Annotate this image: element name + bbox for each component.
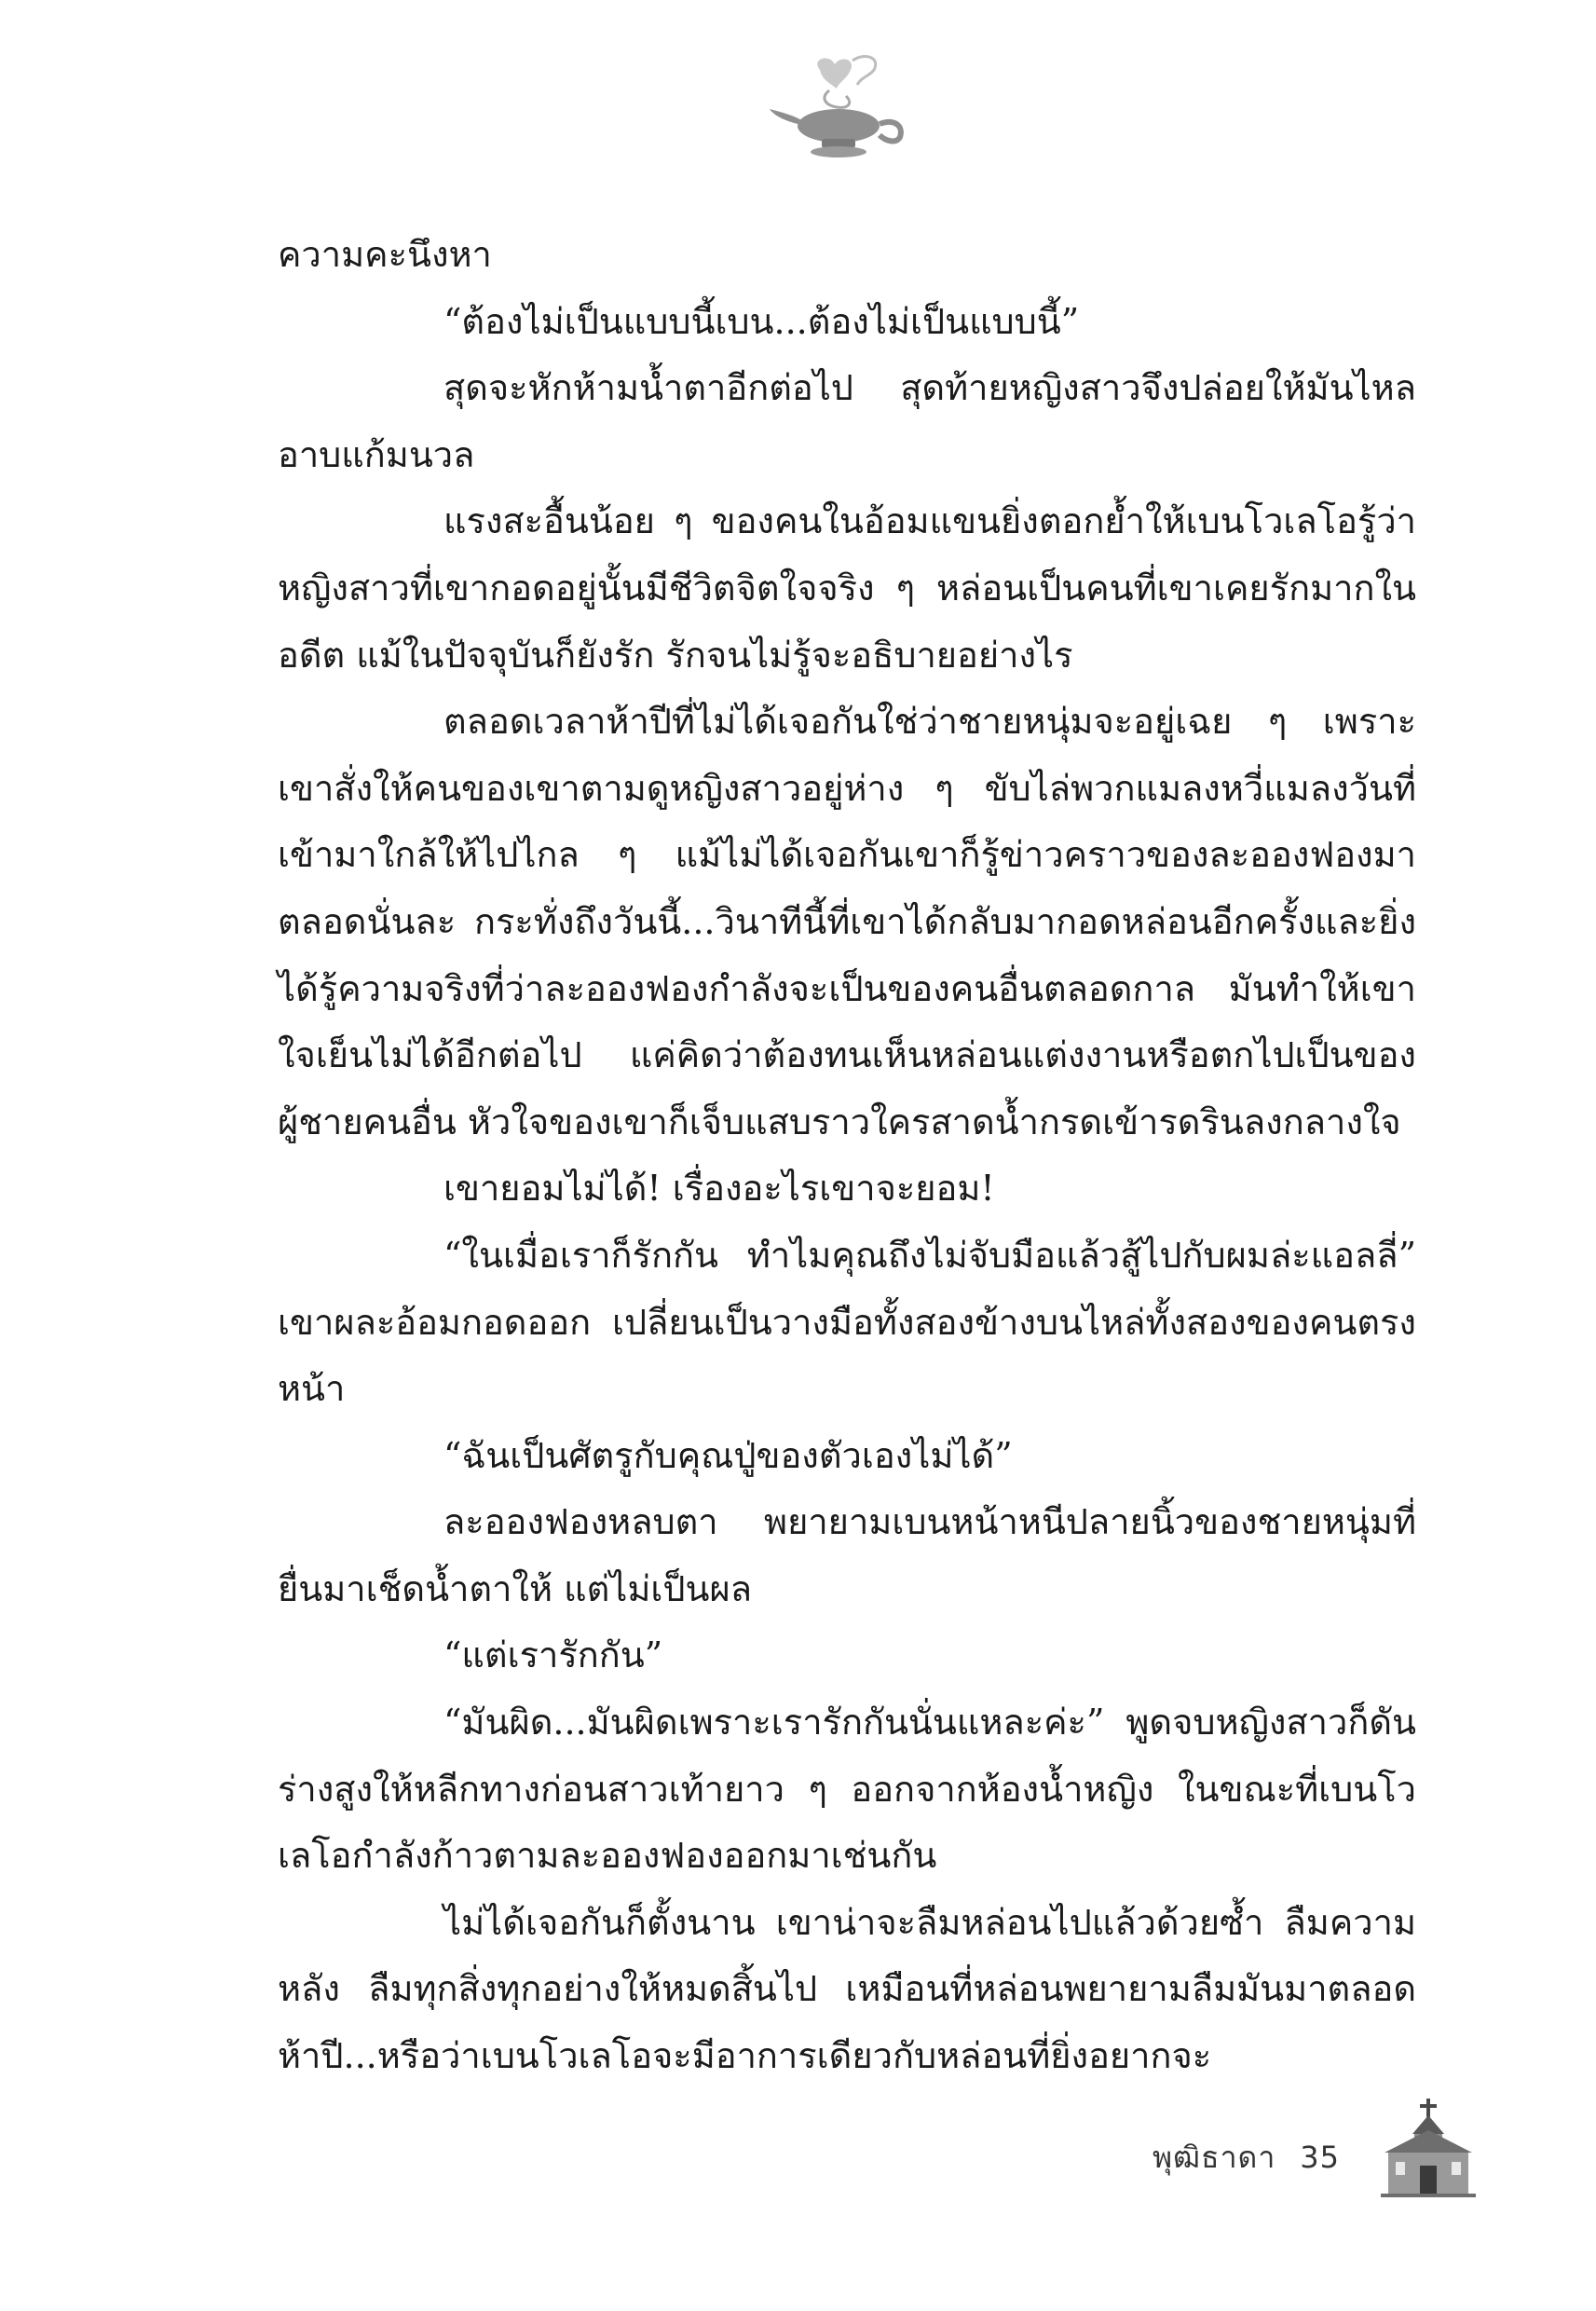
paragraph: ละอองฟองหลบตา พยายามเบนหน้าหนีปลายนิ้วของชายหนุ่มที่ยื่นมาเช็ดน้ำตาให้ แต่ไม่เป็นผล bbox=[278, 1501, 1416, 1609]
book-title: พุฒิธาดา bbox=[1153, 2140, 1276, 2175]
paragraph: “ต้องไม่เป็นแบบนี้เบน...ต้องไม่เป็นแบบนี้” bbox=[443, 300, 1080, 342]
paragraph: ความคะนึงหา bbox=[278, 234, 492, 275]
paragraph: “ในเมื่อเราก็รักกัน ทำไมคุณถึงไม่จับมือแล้วสู้ไปกับผมล่ะแอลลี่” เขาผละอ้อมกอดออก เปลี่ยนเป็นวางมือทั้งสองข้างบนไหล่ทั้งสองของคนตรงหน้า bbox=[278, 1234, 1416, 1410]
paragraph: “แต่เรารักกัน” bbox=[443, 1634, 663, 1676]
paragraph: เขายอมไม่ได้! เรื่องอะไรเขาจะยอม! bbox=[443, 1168, 995, 1210]
body-text bbox=[278, 222, 1416, 2090]
page-number: 35 bbox=[1300, 2140, 1340, 2175]
paragraph: “ฉันเป็นศัตรูกับคุณปู่ของตัวเองไม่ได้” bbox=[443, 1434, 1013, 1476]
paragraph: สุดจะหักห้ามน้ำตาอีกต่อไป สุดท้ายหญิงสาวจึงปล่อยให้มันไหลอาบแก้มนวล bbox=[278, 367, 1416, 475]
paragraph: ตลอดเวลาห้าปีที่ไม่ได้เจอกันใช่ว่าชายหนุ่มจะอยู่เฉย ๆ เพราะเขาสั่งให้คนของเขาตามดูหญิงสาวอยู่ห่าง ๆ ขับไล่พวกแมลงหวี่แมลงวันที่เข้ามาใกล้ให้ไปไกล ๆ แม้ไม่ได้เจอกันเขาก็รู้ข่าวคราวของละอองฟองมาตลอดนั่นละ กระทั่งถึงวันนี้...วินาทีนี้ที่เขาได้กลับมากอดหล่อนอีกครั้งและยิ่งได้รู้ความจริงที่ว่าละอองฟองกำลังจะเป็นของคนอื่นตลอดกาล มันทำให้เขาใจเย็นไม่ได้อีกต่อไป แค่คิดว่าต้องทนเห็นหล่อนแต่งงานหรือตกไปเป็นของผู้ชายคนอื่น หัวใจของเขาก็เจ็บแสบราวใครสาดน้ำกรดเข้ารดรินลงกลางใจ bbox=[278, 701, 1416, 1142]
magic-lamp-icon bbox=[764, 51, 913, 172]
church-icon bbox=[1377, 2097, 1480, 2199]
paragraph: แรงสะอื้นน้อย ๆ ของคนในอ้อมแขนยิ่งตอกย้ำให้เบนโวเลโอรู้ว่าหญิงสาวที่เขากอดอยู่นั้นมีชีวิตจิตใจจริง ๆ หล่อนเป็นคนที่เขาเคยรักมากในอดีต แม้ในปัจจุบันก็ยังรัก รักจนไม่รู้จะอธิบายอย่างไร bbox=[278, 500, 1416, 676]
paragraph: ไม่ได้เจอกันก็ตั้งนาน เขาน่าจะลืมหล่อนไปแล้วด้วยซ้ำ ลืมความหลัง ลืมทุกสิ่งทุกอย่างให้หมดสิ้นไป เหมือนที่หล่อนพยายามลืมมันมาตลอดห้าปี...หรือว่าเบนโวเลโอจะมีอาการเดียวกับหล่อนที่ยิ่งอยากจะ bbox=[278, 1901, 1416, 2077]
page-footer bbox=[1153, 2134, 1340, 2181]
paragraph: “มันผิด...มันผิดเพราะเรารักกันนั่นแหละค่ะ” พูดจบหญิงสาวก็ดันร่างสูงให้หลีกทางก่อนสาวเท้ายาว ๆ ออกจากห้องน้ำหญิง ในขณะที่เบนโวเลโอกำลังก้าวตามละอองฟองออกมาเช่นกัน bbox=[278, 1702, 1416, 1877]
